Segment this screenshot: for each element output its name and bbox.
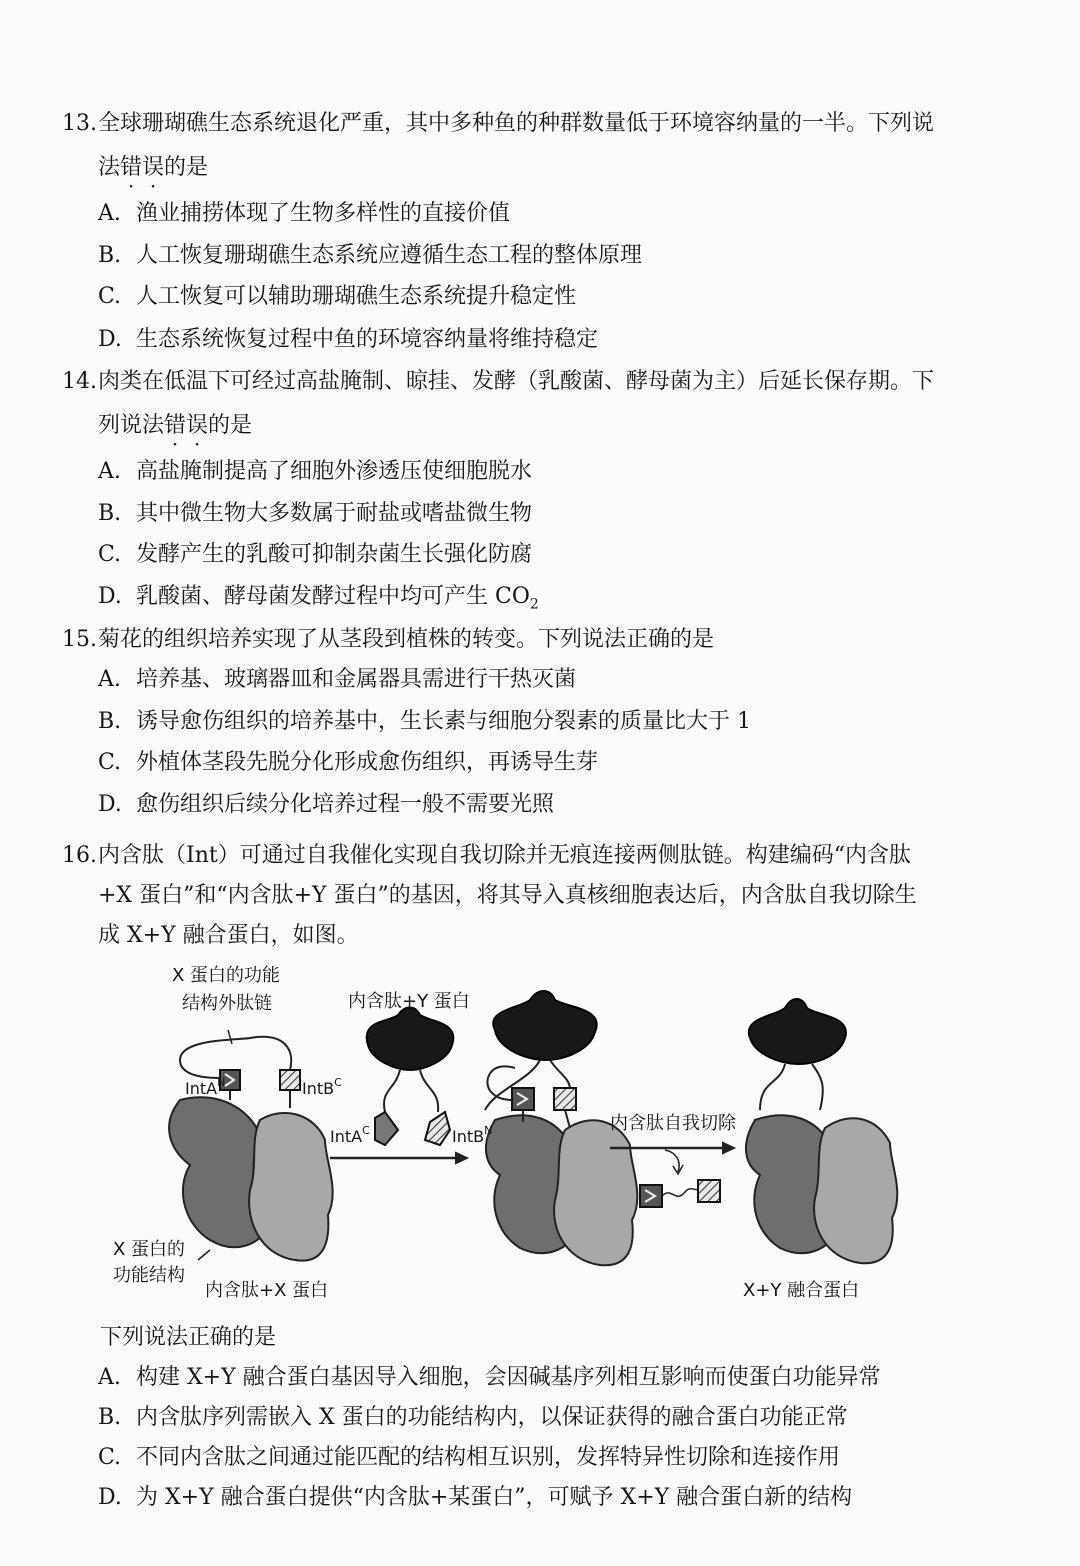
option-d[interactable] <box>98 1484 852 1512</box>
option-text: 其中微生物大多数属于耐盐或嗜盐微生物 <box>136 501 533 526</box>
option-text: 乳酸菌、酵母菌发酵过程中均可产生 CO <box>136 584 530 609</box>
intein-a-c-block <box>375 1112 398 1145</box>
question-stem: +X 蛋白”和“内含肽+Y 蛋白”的基因，将其导入真核细胞表达后，内含肽自我切除生 <box>98 883 917 908</box>
option-letter: A. <box>98 459 121 484</box>
option-letter: C. <box>98 1445 122 1470</box>
option-letter: D. <box>98 1485 122 1510</box>
option-text: 构建 X+Y 融合蛋白基因导入细胞，会因碱基序列相互影响而使蛋白功能异常 <box>136 1365 881 1390</box>
option-letter: A. <box>98 667 121 692</box>
option-b[interactable] <box>98 500 532 528</box>
label-x-function-1: X 蛋白的 <box>113 1239 186 1260</box>
option-text: 人工恢复可以辅助珊瑚礁生态系统提升稳定性 <box>136 284 577 309</box>
option-a[interactable] <box>98 458 532 486</box>
label-self-excision: 内含肽自我切除 <box>610 1113 736 1134</box>
emphasized-char: 错 <box>120 155 143 180</box>
question-15 <box>62 620 942 660</box>
option-text: 诱导愈伤组织的培养基中，生长素与细胞分裂素的质量比大于 1 <box>136 709 751 734</box>
label-intein-y: 内含肽+Y 蛋白 <box>348 991 470 1012</box>
option-a[interactable] <box>98 666 576 694</box>
option-text: 培养基、玻璃器皿和金属器具需进行干热灭菌 <box>136 667 577 692</box>
fusion-protein <box>746 999 897 1263</box>
intein-x-protein <box>169 1030 333 1261</box>
option-c[interactable] <box>98 749 598 777</box>
option-letter: D. <box>98 327 122 352</box>
stem-text: 法 <box>98 155 121 180</box>
option-d[interactable] <box>98 326 598 354</box>
question-number: 16. <box>62 843 97 868</box>
intein-b-n-block <box>425 1112 450 1145</box>
question-prompt: 下列说法正确的是 <box>100 1325 277 1350</box>
question-number: 14. <box>62 369 97 394</box>
option-text: 发酵产生的乳酸可抑制杂菌生长强化防腐 <box>136 542 533 567</box>
stem-text: 的是 <box>164 155 209 180</box>
option-text: 内含肽序列需嵌入 X 蛋白的功能结构内，以保证获得的融合蛋白功能正常 <box>136 1405 848 1430</box>
option-c[interactable] <box>98 283 576 311</box>
label-int-a-c: IntA$^C$ <box>330 1124 370 1146</box>
question-stem: 肉类在低温下可经过高盐腌制、晾挂、发酵（乳酸菌、酵母菌为主）后延长保存期。下 <box>98 369 935 394</box>
emphasized-char: 误 <box>186 413 209 438</box>
question-16 <box>62 836 942 956</box>
option-text: 高盐腌制提高了细胞外渗透压使细胞脱水 <box>136 459 533 484</box>
label-fusion-protein: X+Y 融合蛋白 <box>743 1280 860 1301</box>
question-stem: 成 X+Y 融合蛋白，如图。 <box>98 923 359 948</box>
option-text: 不同内含肽之间通过能匹配的结构相互识别，发挥特异性切除和连接作用 <box>136 1445 841 1470</box>
option-letter: D. <box>98 584 122 609</box>
label-x-external-peptide: X 蛋白的功能 <box>172 965 281 986</box>
intein-b-c-block <box>280 1070 300 1090</box>
intein-y-protein <box>367 1008 454 1146</box>
option-c[interactable] <box>98 1444 840 1472</box>
option-text: 生态系统恢复过程中鱼的环境容纳量将维持稳定 <box>136 327 599 352</box>
option-text: 为 X+Y 融合蛋白提供“内含肽+某蛋白”，可赋予 X+Y 融合蛋白新的结构 <box>136 1485 853 1510</box>
option-a[interactable] <box>98 1364 881 1392</box>
option-text: 人工恢复珊瑚礁生态系统应遵循生态工程的整体原理 <box>136 243 643 268</box>
label-x-function-2: 功能结构 <box>113 1265 185 1286</box>
question-stem: 内含肽（Int）可通过自我催化实现自我切除并无痕连接两侧肽链。构建编码“内含肽 <box>98 843 911 868</box>
question-stem: 全球珊瑚礁生态系统退化严重，其中多种鱼的种群数量低于环境容纳量的一半。下列说 <box>98 111 935 136</box>
option-d[interactable] <box>98 583 539 618</box>
excised-intein <box>640 1180 720 1207</box>
option-text: 愈伤组织后续分化培养过程一般不需要光照 <box>136 792 555 817</box>
option-d[interactable] <box>98 791 554 819</box>
question-13 <box>62 104 942 188</box>
option-letter: C. <box>98 750 122 775</box>
option-text: 外植体茎段先脱分化形成愈伤组织，再诱导生芽 <box>136 750 599 775</box>
option-letter: C. <box>98 284 122 309</box>
stem-text: 列说法 <box>98 413 165 438</box>
option-letter: B. <box>98 709 122 734</box>
option-letter: B. <box>98 243 122 268</box>
option-letter: D. <box>98 792 122 817</box>
option-letter: A. <box>98 201 121 226</box>
subscript: 2 <box>529 596 539 613</box>
label-int-a-n: IntA$^N$ <box>185 1076 226 1098</box>
label-x-external-peptide-2: 结构外肽链 <box>182 993 272 1014</box>
question-number: 13. <box>62 111 97 136</box>
label-intein-x: 内含肽+X 蛋白 <box>205 1280 329 1301</box>
option-b[interactable] <box>98 242 642 270</box>
emphasized-char: 错 <box>164 413 187 438</box>
option-b[interactable] <box>98 708 751 736</box>
label-int-b-n: IntB$^N$ <box>452 1124 493 1146</box>
question-stem: 菊花的组织培养实现了从茎段到植株的转变。下列说法正确的是 <box>98 627 715 652</box>
option-c[interactable] <box>98 541 532 569</box>
option-text: 渔业捕捞体现了生物多样性的直接价值 <box>136 201 511 226</box>
option-letter: C. <box>98 542 122 567</box>
emphasized-char: 误 <box>142 155 165 180</box>
option-a[interactable] <box>98 200 510 228</box>
option-letter: A. <box>98 1365 121 1390</box>
option-b[interactable] <box>98 1404 848 1432</box>
option-letter: B. <box>98 501 122 526</box>
question-number: 15. <box>62 627 97 652</box>
label-int-b-c: IntB$^C$ <box>302 1076 342 1098</box>
option-letter: B. <box>98 1405 122 1430</box>
question-14 <box>62 362 942 446</box>
stem-text: 的是 <box>208 413 253 438</box>
